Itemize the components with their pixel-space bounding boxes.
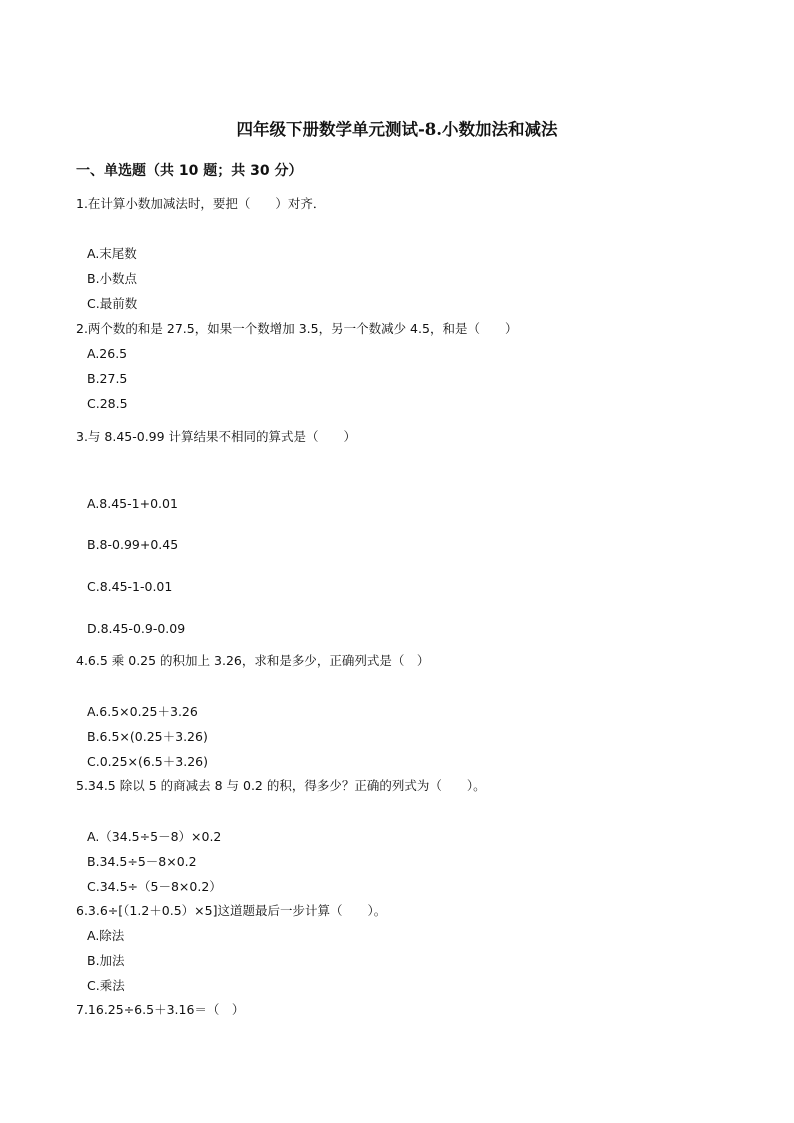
- question-5-stem: 5.34.5 除以 5 的商减去 8 与 0.2 的积，得多少？正确的列式为（ ）。: [76, 778, 486, 793]
- question-1-stem: 1.在计算小数加减法时，要把（ ）对齐．: [76, 196, 326, 211]
- document-title: 四年级下册数学单元测试-8.小数加法和减法: [236, 120, 558, 139]
- section-heading: 一、单选题（共 10 题；共 30 分）: [76, 163, 303, 179]
- question-3-option-b: B.8-0.99+0.45: [87, 537, 179, 552]
- question-1-option-c: C.最前数: [87, 296, 138, 311]
- question-4-option-b: B.6.5×(0.25＋3.26): [87, 729, 208, 744]
- question-3-option-a: A.8.45-1+0.01: [87, 496, 178, 511]
- question-5-option-a: A.（34.5÷5－8）×0.2: [87, 829, 222, 844]
- question-6-option-c: C.乘法: [87, 978, 125, 993]
- question-6-option-a: A.除法: [87, 928, 125, 943]
- question-2-option-c: C.28.5: [87, 396, 128, 411]
- question-2-stem: 2.两个数的和是 27.5，如果一个数增加 3.5，另一个数减少 4.5，和是（ ）: [76, 321, 518, 336]
- question-2-option-a: A.26.5: [87, 346, 128, 361]
- question-3-stem: 3.与 8.45-0.99 计算结果不相同的算式是（ ）: [76, 429, 357, 444]
- question-5-option-b: B.34.5÷5－8×0.2: [87, 854, 197, 869]
- question-4-option-c: C.0.25×(6.5＋3.26): [87, 754, 208, 769]
- question-4-option-a: A.6.5×0.25＋3.26: [87, 704, 198, 719]
- question-4-stem: 4.6.5 乘 0.25 的积加上 3.26，求和是多少，正确列式是（ ）: [76, 653, 430, 668]
- question-3-option-d: D.8.45-0.9-0.09: [87, 621, 186, 636]
- question-5-option-c: C.34.5÷（5－8×0.2）: [87, 879, 222, 894]
- question-1-option-b: B.小数点: [87, 271, 138, 286]
- question-2-option-b: B.27.5: [87, 371, 128, 386]
- question-3-option-c: C.8.45-1-0.01: [87, 579, 173, 594]
- question-6-option-b: B.加法: [87, 953, 125, 968]
- question-6-stem: 6.3.6÷[（1.2＋0.5）×5]这道题最后一步计算（ ）。: [76, 903, 387, 918]
- question-7-stem: 7.16.25÷6.5＋3.16＝（ ）: [76, 1002, 245, 1017]
- question-1-option-a: A.末尾数: [87, 246, 137, 261]
